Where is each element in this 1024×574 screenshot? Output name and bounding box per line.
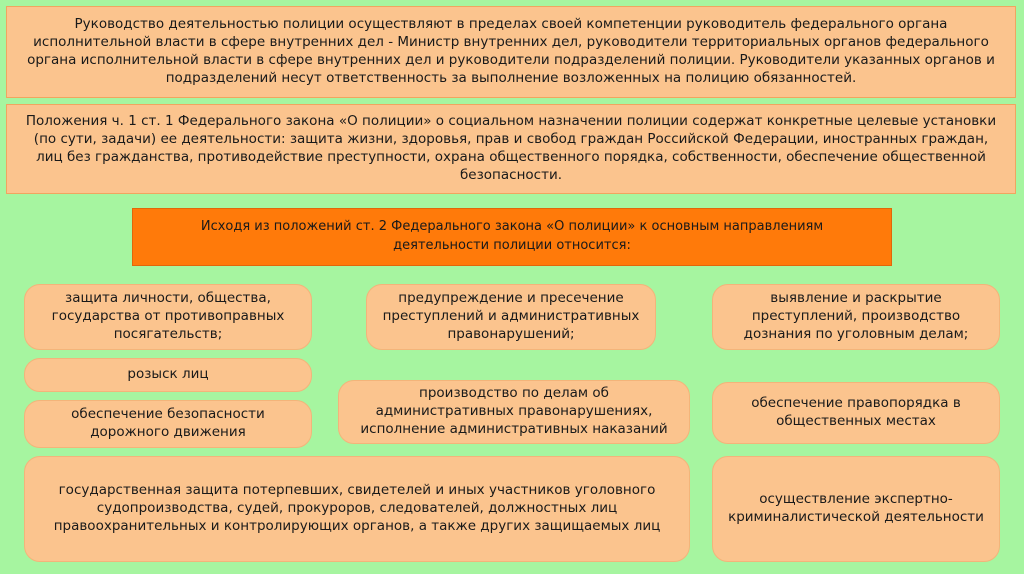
law-provisions-paragraph [6,104,1016,194]
direction-prevention: предупреждение и пресечение преступлений и административных правонарушений; [366,284,656,350]
direction-state-protection: государственная защита потерпевших, свидетелей и иных участников уголовного судопроизводства, судей, прокуроров, следователей, должностных лиц правоохранительных и контролирующих органов, а также других защищаемых лиц [24,456,690,562]
directions-header-text: Исходя из положений ст. 2 Федерального закона «О полиции» к основным направлениям деятельности полиции относится: [200,219,824,253]
directions-header [132,208,892,266]
leadership-text: Руководство деятельностью полиции осуществляют в пределах своей компетенции руководитель федерального органа исполнительной власти в сфере внутренних дел - Министр внутренних дел, руководители территориальных органов федерального органа исполнительной власти в сфере внутренних дел и руководители подразделений полиции. Руководители указанных органов и подразделений несут ответственность за выполнение возложенных на полицию обязанностей. [27,16,995,86]
direction-protection: защита личности, общества, государства от противоправных посягательств; [24,284,312,350]
direction-admin-cases: производство по делам об административных правонарушениях, исполнение административных наказаний [338,380,690,444]
law-provisions-text: Положения ч. 1 ст. 1 Федерального закона «О полиции» о социальном назначении полиции содержат конкретные целевые установки (по сути, задачи) ее деятельности: защита жизни, здоровья, прав и свобод граждан Российской Федерации, иностранных граждан, лиц без гражданства, противодействие преступности, охрана общественного порядка, собственности, обеспечение общественной безопасности. [25,113,997,183]
direction-detection: выявление и раскрытие преступлений, производство дознания по уголовным делам; [712,284,1000,350]
direction-public-order: обеспечение правопорядка в общественных местах [712,382,1000,444]
leadership-paragraph [6,6,1016,98]
direction-road-safety: обеспечение безопасности дорожного движения [24,400,312,448]
direction-forensics: осуществление экспертно-криминалистической деятельности [712,456,1000,562]
direction-search: розыск лиц [24,358,312,392]
